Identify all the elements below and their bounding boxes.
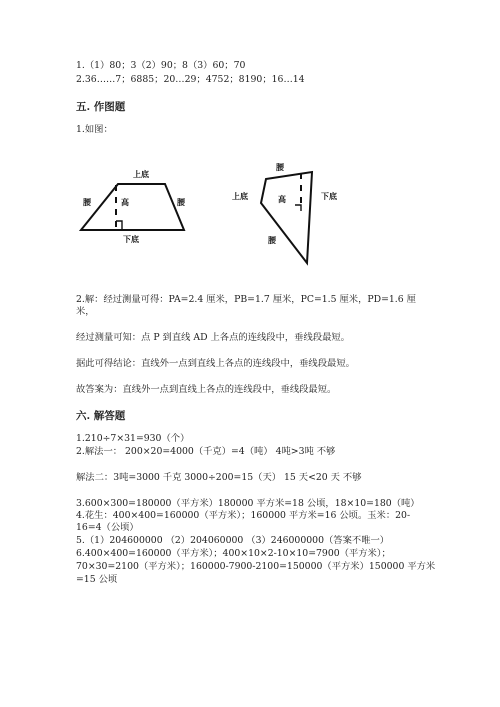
section-6-line-5: 4.花生：400×400=160000（平方米）；160000 平方米=16 公顷。玉米：20- — [76, 510, 411, 521]
section-6-line-7: 5.（1）204600000 （2）204060000 （3）246000000（答案不唯一） — [76, 535, 390, 546]
section-6-line-9: 70×30=2100（平方米）；160000-7900-2100=150000（平方米）150000 平方米 — [76, 561, 436, 572]
answer-line-1: 1.（1）80；3（2）90；8（3）60；70 — [76, 60, 246, 71]
geometry-figures — [70, 155, 350, 270]
section-5-q1: 1.如图： — [76, 124, 113, 135]
trapezoid-figure — [81, 169, 186, 244]
section-5-q2-line-5: 故答案为：直线外一点到直线上各点的连线段中，垂线段最短。 — [76, 384, 337, 395]
trap-label-left: 腰 — [83, 198, 91, 207]
section-6-line-4: 3.600×300=180000（平方米）180000 平方米=18 公顷，18×10=180（吨） — [76, 498, 420, 509]
quad-label-left: 上底 — [232, 192, 248, 201]
quad-label-height: 高 — [278, 195, 286, 204]
section-5-q2-line-3: 经过测量可知：点 P 到直线 AD 上各点的连线段中，垂线段最短。 — [76, 332, 350, 343]
section-5-q2-line-1: 2.解：经过测量可得：PA=2.4 厘米，PB=1.7 厘米，PC=1.5 厘米，PD=1.6 厘 — [76, 294, 416, 305]
trap-label-top: 上底 — [133, 170, 149, 179]
quad-label-right: 下底 — [321, 192, 337, 201]
section-6-line-10: =15 公顷 — [76, 574, 118, 585]
quad-label-bottom: 腰 — [268, 236, 276, 245]
quadrilateral-figure — [232, 162, 337, 263]
section-6-line-3: 解法二：3吨=3000 千克 3000÷200=15（天） 15 天<20 天 不够 — [76, 472, 362, 483]
section-6-heading: 六. 解答题 — [76, 410, 126, 422]
section-6-line-6: 16=4（公顷） — [76, 522, 139, 533]
section-6-line-1: 1.210÷7×31=930（个） — [76, 433, 190, 444]
trap-label-bottom: 下底 — [123, 235, 139, 244]
section-5-q2-line-2: 米， — [76, 306, 95, 317]
section-6-line-2: 2.解法一： 200×20=4000（千克）=4（吨） 4吨>3吨 不够 — [76, 446, 336, 457]
answer-line-2: 2.36……7；6885；20…29；4752；8190；16…14 — [76, 74, 305, 85]
trap-label-right: 腰 — [177, 198, 185, 207]
section-6-line-8: 6.400×400=160000（平方米）；400×10×2-10×10=7900（平方米）； — [76, 548, 391, 559]
section-5-heading: 五. 作图题 — [76, 101, 126, 113]
quad-label-top: 腰 — [276, 163, 284, 172]
section-5-q2-line-4: 据此可得结论：直线外一点到直线上各点的连线段中，垂线段最短。 — [76, 358, 355, 369]
trap-label-height: 高 — [121, 198, 129, 207]
